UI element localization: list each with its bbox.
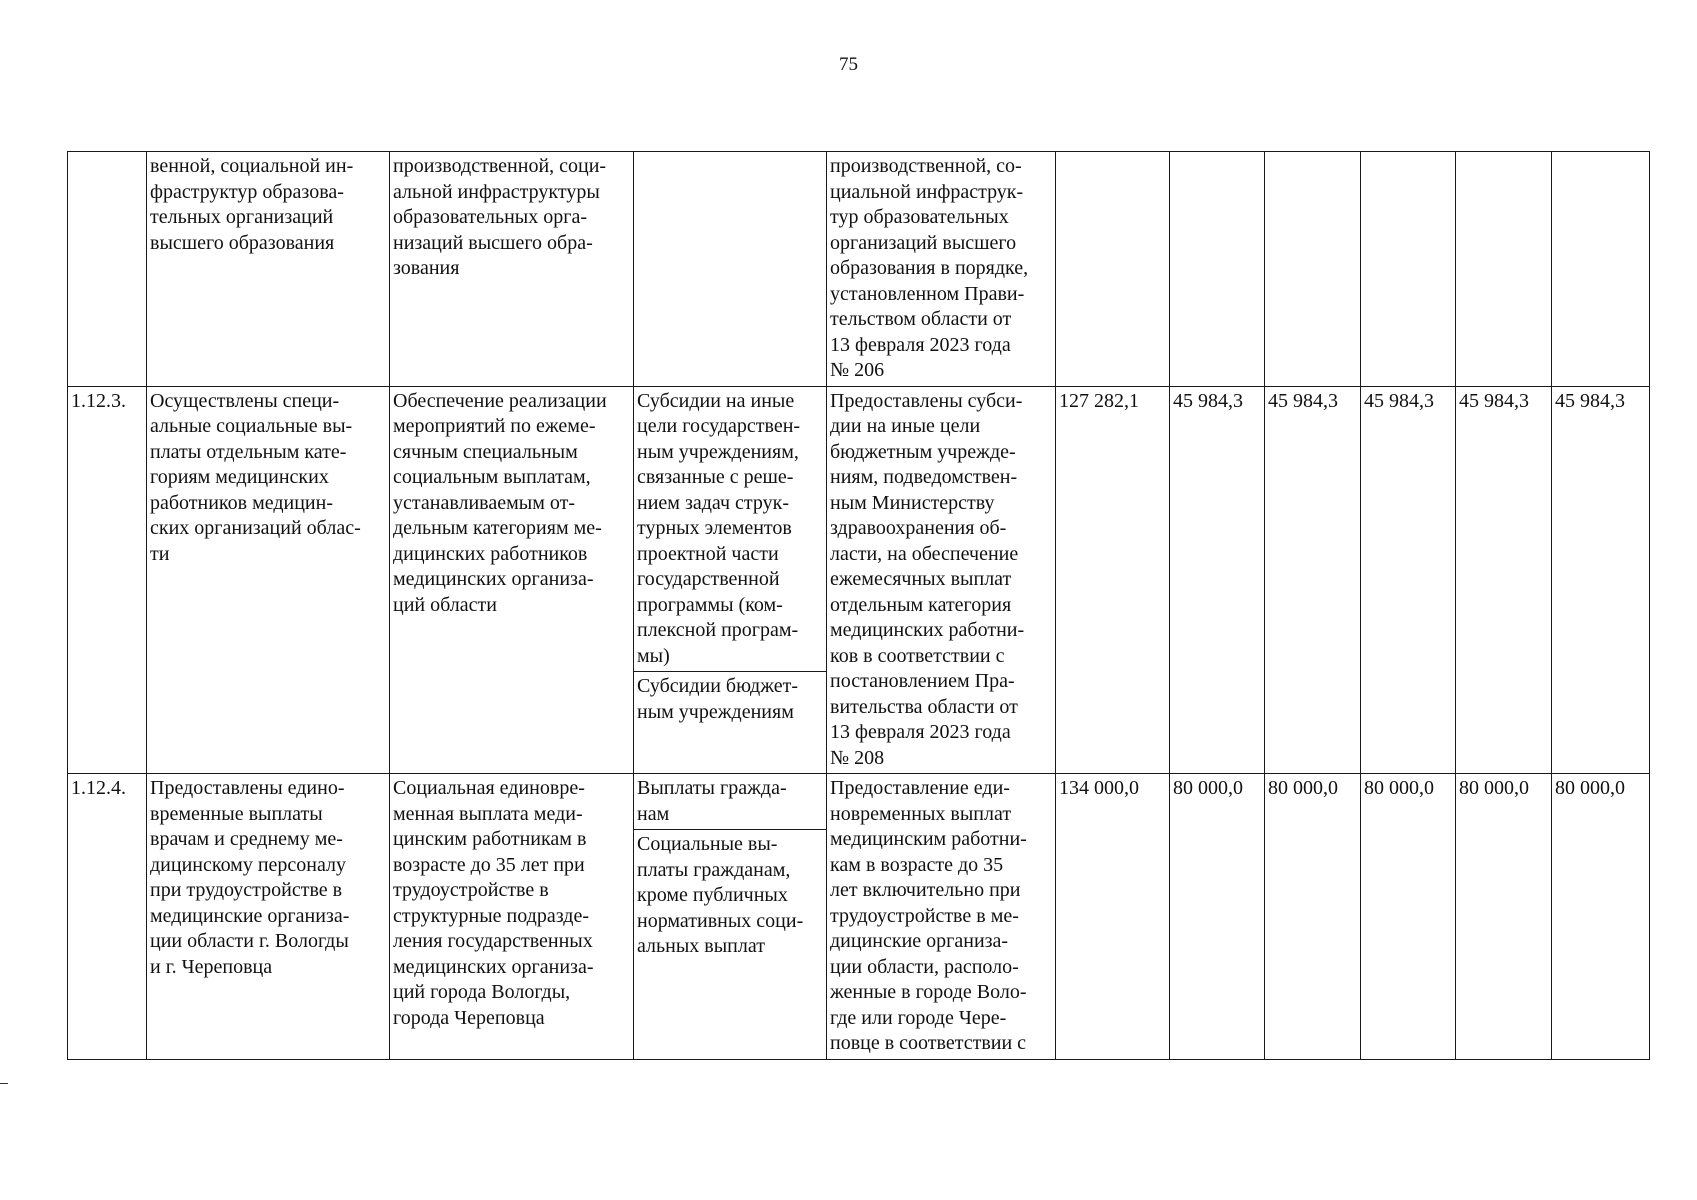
expense-type-item: Социальные вы- платы гражданам, кроме публичных нормативных соци- альных выплат bbox=[634, 829, 826, 962]
table-row bbox=[68, 152, 1650, 387]
row-number bbox=[68, 152, 147, 387]
funding-value bbox=[1456, 152, 1552, 387]
expense-type bbox=[634, 152, 827, 387]
expense-type-item: Субсидии на иные цели государствен- ным учреждениям, связанные с реше- нием задач струк- турных элементов проектной части государственной программы (ком- плексной програм- мы) bbox=[637, 389, 801, 667]
measure-description: Предоставлены субси- дии на иные цели бюджетным учрежде- ниям, подведомствен- ным Министерству здравоохранения об- ласти, на обеспечение ежемесячных выплат отдельным категория медицинских работни- ков в соответствии с постановлением Пра- вительства области от 13 февраля 2023 года № 208 bbox=[827, 386, 1056, 774]
expense-type bbox=[634, 774, 827, 1060]
funding-value: 45 984,3 bbox=[1265, 386, 1361, 774]
funding-value: 80 000,0 bbox=[1170, 774, 1265, 1060]
funding-value: 80 000,0 bbox=[1552, 774, 1650, 1060]
expense-type bbox=[634, 386, 827, 774]
page-number: 75 bbox=[839, 54, 858, 75]
funding-value bbox=[1265, 152, 1361, 387]
result-name: Предоставлены едино- временные выплаты врачам и среднему ме- дицинскому персоналу при трудоустройстве в медицинские организа- ции области г. Вологды и г. Череповца bbox=[147, 774, 390, 1060]
funding-value bbox=[1170, 152, 1265, 387]
row-number: 1.12.3. bbox=[68, 386, 147, 774]
table-row bbox=[68, 774, 1650, 1060]
expense-type-item: Выплаты гражда- нам bbox=[637, 777, 787, 825]
result-name: венной, социальной ин- фраструктур образова- тельных организаций высшего образования bbox=[147, 152, 390, 387]
funding-value: 80 000,0 bbox=[1361, 774, 1456, 1060]
funding-value bbox=[1056, 152, 1170, 387]
funding-value: 134 000,0 bbox=[1056, 774, 1170, 1060]
expense-type-item: Субсидии бюджет- ным учреждениям bbox=[634, 671, 826, 727]
table-row bbox=[68, 386, 1650, 774]
row-number: 1.12.4. bbox=[68, 774, 147, 1060]
funding-value: 45 984,3 bbox=[1170, 386, 1265, 774]
funding-value: 45 984,3 bbox=[1456, 386, 1552, 774]
measure-description: Предоставление еди- новременных выплат медицинским работни- кам в возрасте до 35 лет включительно при трудоустройстве в ме- дицинские организа- ции области, располо- женные в городе Воло- где или городе Чере- повце в соответствии с bbox=[827, 774, 1056, 1060]
measure-name: Обеспечение реализации мероприятий по ежеме- сячным специальным социальным выплатам, устанавливаемым от- дельным категориям ме- дицинских работников медицинских организа- ций области bbox=[390, 386, 634, 774]
result-name: Осуществлены специ- альные социальные вы- платы отдельным кате- гориям медицинских работников медицин- ских организаций облас- ти bbox=[147, 386, 390, 774]
funding-value: 45 984,3 bbox=[1552, 386, 1650, 774]
funding-value: 80 000,0 bbox=[1456, 774, 1552, 1060]
funding-value bbox=[1361, 152, 1456, 387]
funding-value: 127 282,1 bbox=[1056, 386, 1170, 774]
measure-name: производственной, соци- альной инфраструктуры образовательных орга- низаций высшего обра- зования bbox=[390, 152, 634, 387]
margin-mark bbox=[0, 1083, 8, 1084]
funding-value: 45 984,3 bbox=[1361, 386, 1456, 774]
measure-description: производственной, со- циальной инфраструк- тур образовательных организаций высшего образования в порядке, установленном Прави- тельством области от 13 февраля 2023 года № 206 bbox=[827, 152, 1056, 387]
funding-value: 80 000,0 bbox=[1265, 774, 1361, 1060]
program-measures-table bbox=[67, 151, 1650, 1060]
measure-name: Социальная единовре- менная выплата меди- цинским работникам в возрасте до 35 лет при трудоустройстве в структурные подразде- ления государственных медицинских организа- ций города Вологды, города Череповца bbox=[390, 774, 634, 1060]
funding-value bbox=[1552, 152, 1650, 387]
